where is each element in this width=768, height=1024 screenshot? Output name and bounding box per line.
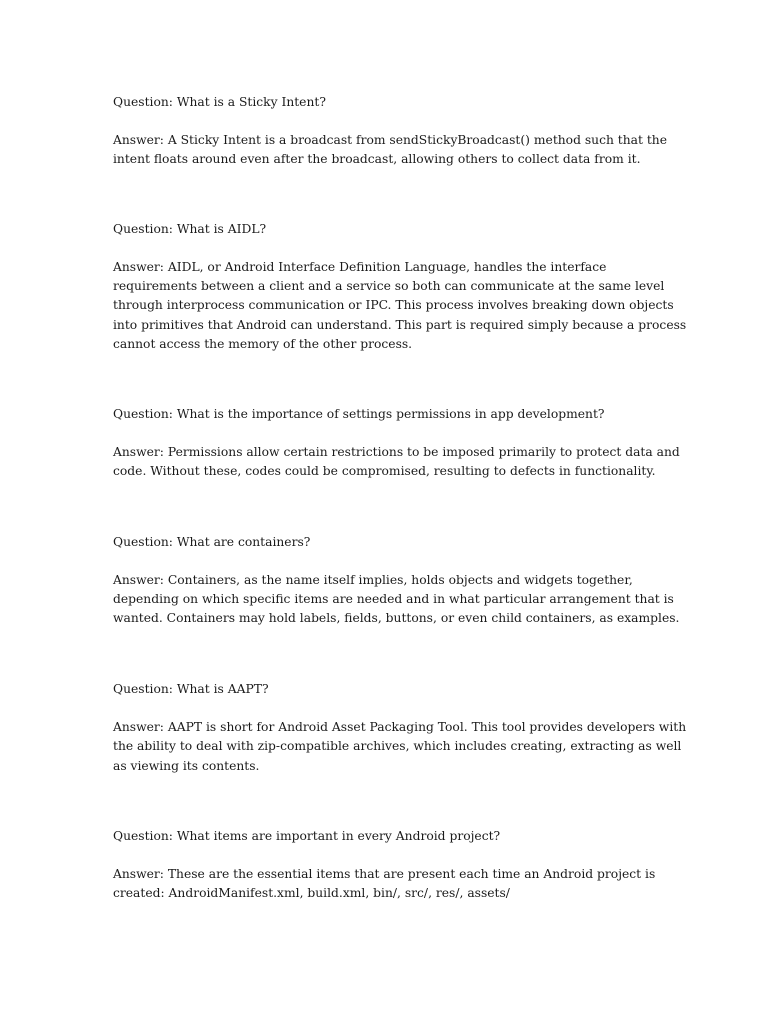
answer-4-line-1: Answer: Containers, as the name itself implies, holds objects and widgets together, bbox=[113, 573, 633, 587]
question-5: Question: What is AAPT? bbox=[113, 682, 269, 696]
answer-3-line-2: code. Without these, codes could be compromised, resulting to defects in functionality. bbox=[113, 464, 656, 478]
answer-2-line-1: Answer: AIDL, or Android Interface Definition Language, handles the interface bbox=[113, 260, 607, 274]
answer-5-line-2: the ability to deal with zip-compatible archives, which includes creating, extracting as well bbox=[113, 739, 682, 753]
answer-2-line-3: through interprocess communication or IPC. This process involves breaking down objects bbox=[113, 298, 674, 312]
question-6: Question: What items are important in every Android project? bbox=[113, 829, 501, 843]
answer-5-line-1: Answer: AAPT is short for Android Asset Packaging Tool. This tool provides developers with bbox=[113, 720, 687, 734]
answer-5-line-3: as viewing its contents. bbox=[113, 759, 260, 773]
question-3: Question: What is the importance of settings permissions in app development? bbox=[113, 407, 605, 421]
answer-4-line-3: wanted. Containers may hold labels, fields, buttons, or even child containers, as examples. bbox=[113, 611, 680, 625]
answer-1-line-2: intent floats around even after the broadcast, allowing others to collect data from it. bbox=[113, 152, 641, 166]
answer-2-line-5: cannot access the memory of the other process. bbox=[113, 337, 413, 351]
answer-2-line-4: into primitives that Android can understand. This part is required simply because a process bbox=[113, 318, 687, 332]
answer-1-line-1: Answer: A Sticky Intent is a broadcast from sendStickyBroadcast() method such that the bbox=[113, 133, 667, 147]
question-4: Question: What are containers? bbox=[113, 535, 311, 549]
answer-4-line-2: depending on which specific items are needed and in what particular arrangement that is bbox=[113, 592, 674, 606]
answer-6-line-2: created: AndroidManifest.xml, build.xml, bin/, src/, res/, assets/ bbox=[113, 886, 510, 900]
question-1: Question: What is a Sticky Intent? bbox=[113, 95, 326, 109]
answer-6-line-1: Answer: These are the essential items that are present each time an Android project is bbox=[113, 867, 656, 881]
answer-2-line-2: requirements between a client and a service so both can communicate at the same level bbox=[113, 279, 665, 293]
question-2: Question: What is AIDL? bbox=[113, 222, 267, 236]
answer-3-line-1: Answer: Permissions allow certain restrictions to be imposed primarily to protect data and bbox=[113, 445, 680, 459]
